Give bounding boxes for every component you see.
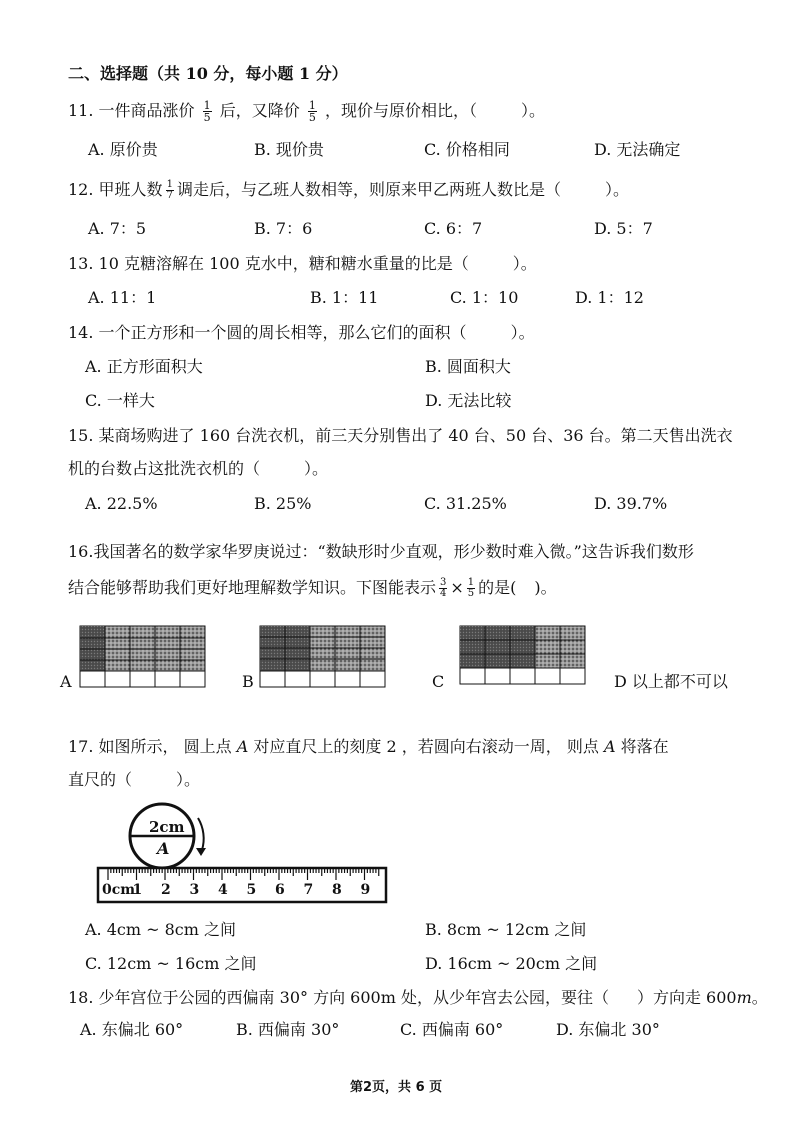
point-label: A [603, 737, 616, 756]
diagram-b[interactable] [260, 626, 385, 687]
option-d[interactable]: D. 无法确定 [594, 140, 681, 159]
option-d[interactable]: D. 16cm ~ 20cm 之间 [425, 954, 598, 973]
numerator: 3 [440, 577, 447, 588]
fraction [439, 578, 447, 599]
question-text: 结合能够帮助我们更好地理解数学知识。下图能表示 [68, 578, 437, 597]
denominator: 5 [203, 111, 211, 124]
numerator: 1 [203, 99, 211, 112]
circle-diameter-label: 2cm [149, 818, 185, 836]
question-text: 我国著名的数学家华罗庚说过：“数缺形时少直观，形少数时难入微。”这告诉我们数形 [93, 542, 694, 561]
section-title: 二、选择题（共 10 分，每小题 1 分） [68, 64, 348, 83]
option-a[interactable]: A. 正方形面积大 [85, 357, 203, 376]
option-b[interactable]: B. 圆面积大 [425, 357, 511, 376]
option-b[interactable]: B. 西偏南 30° [236, 1020, 340, 1039]
option-c[interactable]: C. 31.25% [424, 494, 507, 513]
question-text: 如图所示， 圆上点 [98, 737, 232, 756]
question-text: 少年宫位于公园的西偏南 30° 方向 600m 处，从少年宫去公园，要往（ [98, 988, 609, 1007]
question-text: 的是( [478, 578, 517, 597]
option-c[interactable]: C. 一样大 [85, 391, 155, 410]
question-14 [68, 323, 535, 343]
denominator: 5 [467, 588, 475, 599]
question-text: 对应直尺上的刻度 2 ，若圆向右滚动一周， 则点 [253, 737, 599, 756]
question-number: 17. [68, 737, 94, 756]
option-d[interactable]: D. 无法比较 [425, 391, 512, 410]
question-text: 某商场购进了 160 台洗衣机，前三天分别售出了 40 台、50 台、36 台。第二天售出洗衣 [98, 426, 733, 445]
question-text: ）。 [176, 770, 201, 789]
question-text: 直尺的（ [68, 770, 133, 789]
option-c[interactable]: C. 西偏南 60° [400, 1020, 504, 1039]
question-number: 15. [68, 426, 94, 445]
denominator: 5 [308, 111, 316, 124]
diagram-label-a: A [60, 672, 72, 691]
question-text: ）方向走 600 [636, 988, 737, 1007]
option-a[interactable]: A. 原价贵 [88, 140, 158, 159]
times-sign: × [450, 578, 464, 597]
diagram-c[interactable] [460, 626, 585, 684]
fraction [203, 100, 212, 123]
question-text: ）。 [604, 180, 629, 199]
question-text: 一件商品涨价 [98, 101, 195, 120]
ruler-label: 8 [332, 882, 342, 898]
question-text: ）。 [510, 323, 535, 342]
option-a[interactable]: A. 东偏北 60° [80, 1020, 184, 1039]
option-b[interactable]: B. 1：11 [310, 288, 379, 307]
question-15-line2 [68, 459, 328, 479]
question-text: 10 克糖溶解在 100 克水中，糖和糖水重量的比是（ [98, 254, 469, 273]
question-number: 12. [68, 180, 94, 199]
diagram-label-b: B [242, 672, 254, 691]
question-text: ）。 [512, 254, 537, 273]
ruler-label: 5 [246, 882, 257, 898]
fraction [467, 578, 475, 599]
option-b[interactable]: B. 25% [254, 494, 312, 513]
question-17-line2 [68, 770, 200, 790]
fraction [308, 100, 317, 123]
question-text: 机的台数占这批洗衣机的（ [68, 459, 261, 478]
option-a[interactable]: A. 7：5 [88, 219, 147, 238]
ruler-label: 7 [303, 882, 314, 898]
numerator: 1 [308, 99, 316, 112]
question-16-line2 [68, 578, 557, 599]
circle-point-label: A [157, 839, 170, 858]
option-b[interactable]: B. 8cm ~ 12cm 之间 [425, 920, 587, 939]
question-number: 14. [68, 323, 94, 342]
option-b[interactable]: B. 7：6 [254, 219, 313, 238]
ruler-label: 2 [161, 882, 171, 898]
option-d[interactable]: D. 5：7 [594, 219, 653, 238]
diagram-label-c: C [432, 672, 445, 691]
question-text: ）。 [304, 459, 329, 478]
denominator: 7 [166, 190, 173, 201]
ruler-label: 6 [275, 882, 285, 898]
option-d[interactable]: D 以上都不可以 [614, 672, 728, 691]
question-number: 18. [68, 988, 94, 1007]
option-d[interactable]: D. 东偏北 30° [556, 1020, 660, 1039]
option-c[interactable]: C. 价格相同 [424, 140, 510, 159]
unit: m [736, 988, 752, 1007]
question-text: 。 [751, 988, 768, 1007]
option-d[interactable]: D. 39.7% [594, 494, 668, 513]
question-17 [68, 737, 669, 757]
ruler-label: 3 [189, 882, 200, 898]
question-number: 16. [68, 542, 94, 561]
question-16 [68, 542, 694, 562]
question-text: ，现价与原价相比，（ [324, 101, 477, 120]
option-c[interactable]: C. 6：7 [424, 219, 483, 238]
option-a[interactable]: A. 4cm ~ 8cm 之间 [85, 920, 237, 939]
rotation-arrow-icon [198, 818, 204, 850]
question-15 [68, 426, 733, 446]
option-a[interactable]: A. 22.5% [85, 494, 158, 513]
option-d[interactable]: D. 1：12 [575, 288, 644, 307]
option-a[interactable]: A. 11：1 [88, 288, 157, 307]
page-footer: 第2页，共 6 页 [350, 1080, 443, 1095]
question-text: 一个正方形和一个圆的周长相等，那么它们的面积（ [98, 323, 467, 342]
ruler-label: 0cm [102, 882, 136, 898]
question-13 [68, 254, 537, 274]
ruler-label: 9 [360, 882, 371, 898]
option-b[interactable]: B. 现价贵 [254, 140, 324, 159]
question-text: 将落在 [620, 737, 669, 756]
diagram-a[interactable] [80, 626, 205, 687]
question-text: ）。 [520, 101, 545, 120]
ruler-label: 4 [218, 882, 228, 898]
question-text: 甲班人数 [98, 180, 163, 199]
numerator: 1 [467, 577, 475, 588]
numerator: 1 [166, 179, 173, 190]
question-text: 后，又降价 [219, 101, 300, 120]
ruler-label: 1 [132, 882, 143, 898]
question-text: 调走后，与乙班人数相等，则原来甲乙两班人数比是（ [176, 180, 561, 199]
question-number: 11. [68, 101, 94, 120]
question-18 [68, 988, 768, 1008]
question-11 [68, 100, 545, 123]
option-c[interactable]: C. 12cm ~ 16cm 之间 [85, 954, 257, 973]
point-label: A [236, 737, 249, 756]
question-text: )。 [534, 578, 557, 597]
question-12 [68, 180, 629, 201]
option-c[interactable]: C. 1：10 [450, 288, 519, 307]
question-number: 13. [68, 254, 94, 273]
fraction [166, 180, 174, 201]
denominator: 4 [440, 588, 447, 599]
